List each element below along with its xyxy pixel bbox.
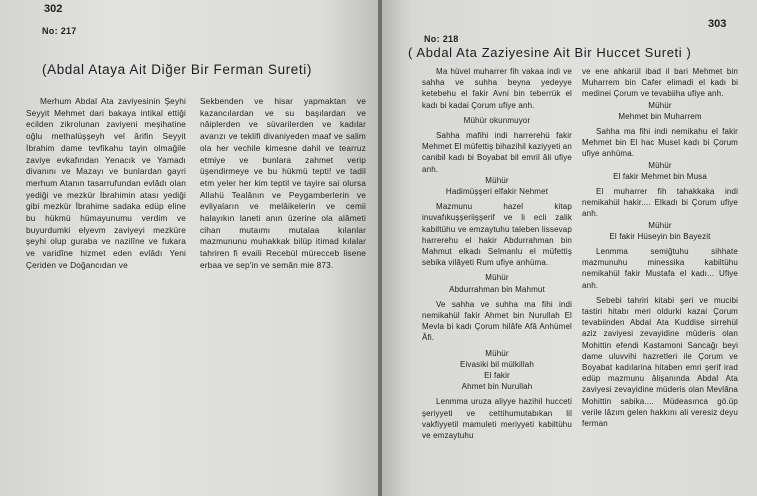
seal-caption: Ahmet bin Nurullah xyxy=(461,382,533,392)
text-column-right xyxy=(200,96,366,272)
seal-label: Mühür xyxy=(485,273,509,283)
seal-label: Mühür xyxy=(485,348,509,358)
paragraph: Ma hüvel muharrer fih vakaa indi ve sahha ve suhha beyna yedeyye ketebehu el fakir Avni bin teberrük el kadı bi kadai Çorum ufiye anh. xyxy=(422,67,572,110)
seal-caption: Eivasiki bil mülkillah xyxy=(460,359,534,369)
document-number: No: 218 xyxy=(424,34,459,44)
seal-caption: Mehmet bin Muharrem xyxy=(618,111,702,121)
paragraph: Mazmunu hazel kitap inuvafıkuşşeriişşerif ve li ecli zalik kabiltühu ve emzaytuhu taleben lissevap harrerehu el hakir Abdurrahman bin Mahmut elkadı Selmanlu el müfettiş sebika vilâyeti Rum ufiye anhüma. xyxy=(422,202,572,268)
seal-caption: El fakir xyxy=(484,371,510,381)
text-column-left xyxy=(422,66,572,441)
document-number: No: 217 xyxy=(42,26,77,36)
seal-label: Mühür xyxy=(485,175,509,185)
paragraph: Lenmma semiğtuhu sihhate mazmunuhu minessika kabiltühu nemikahül fakir Mustafa el kadı... Ufiye anh. xyxy=(582,247,738,290)
paragraph: El muharrer fih tahakkaka indi nemikahül hakir.... Elkadı bi Çorum ufiye anh. xyxy=(582,187,738,219)
seal-caption: Hadimüşşeri elfakir Nehmet xyxy=(445,187,549,197)
seal-label: Mühür xyxy=(648,100,672,110)
text-column-left xyxy=(26,96,186,272)
paragraph: Ve sahha ve suhha ma fihi indi nemikahül fakir Ahmet bin Nurullah El Mevla bi kadı Çorum hilâfe Afâ Anhümel Âfi. xyxy=(422,299,572,343)
paragraph: Lenmma uruza aliyye hazihil hucceti şeriyyeti ve cettihumutabıkan lil vakfiyyetil mamuleti meriyyeti kabiltühu ve emzaytuhu xyxy=(422,397,572,441)
paragraph: Sahha ma fihi indi nemikahu el fakir Mehmet bin El hac Musel kadı bi Çorum ufiye anhüma. xyxy=(582,127,738,159)
text-column-right xyxy=(582,66,738,429)
paragraph: Sahha mafihi indi harrerehü fakir Mehmet El müfettiş bihazihil kaziyyeti an canibil kadı bi Boyabat bil emril âli ufiye anh. xyxy=(422,131,572,174)
seal-caption: El fakir Mehmet bin Musa xyxy=(613,171,707,181)
seal-caption: Mühür okunmuyor xyxy=(463,115,531,125)
paragraph: Sekbenden ve hisar yapmaktan ve kazancılardan ve su başılardan ve nâiplerden ve süvarilerden ve kadılar avarızı ve teklifi divaniyeden maaf ve salim ola her vechile kimesne dahil ve tearruz etmiye ve bunlara zahmet verip üşendirmeye ve bu hükmü tepti! ve tadil etm yeler her kim teptil ve tayire sai olursa Allahü Tealânın ve Peygamberlerin ve evliyaların ve melâikelerin ve cemii halayıkın laneti anın üzerine ola alâmeti cihan mutaımı mutalaa kılanlar mazmununu muhakkak bilüp itimad kılalar tahriren fi evaili Recebül mürecceb lisene erbaa ve sep'in ve semân mie 873. xyxy=(200,96,366,270)
document-title: ( Abdal Ata Zaziyesine Ait Bir Huccet Sureti ) xyxy=(408,45,692,60)
seal-label: Mühür xyxy=(648,160,672,170)
right-page xyxy=(382,0,757,496)
seal-caption: El fakir Hüseyin bin Bayezit xyxy=(609,231,711,241)
page-number: 302 xyxy=(44,3,63,15)
seal-label: Mühür xyxy=(648,220,672,230)
paragraph: ve ene ahkarül ibad il bari Mehmet bin Muharrem bin Cafer elimadi el kadı bi medinei Çorum ve tevabiiha ufiye anh. xyxy=(582,67,738,99)
document-title: (Abdal Ataya Ait Diğer Bir Ferman Sureti) xyxy=(42,62,312,77)
seal-caption: Abdurrahman bin Mahmut xyxy=(449,284,545,294)
paragraph: Merhum Abdal Ata zaviyesinin Şeyhi Seyyit Mehmet dari bakaya intikal ettiği ecilden zikrolunan zaviyeni meşihatine oğlu methalüşşeyh vel ârifin Seyyit İbrahim dame tevfikahu tayin olmağile zaviye evkafından Yenacık ve Yamadı divanını ve Mazayı ve bunlardan gayri merhum Atanın tasarrufundan evlâdı olan yediği ve mezkür İbrahimin atası yediği gibi mezkür İbrahime sadaka edüp eline bu hükmü hümayunumu verdim ve buyurdumki elyevm zaviyeyi mezküre şeyhi olup guraba ve nazilîne ve fukara ve varidîne hizmet eden evlâdı Yeni Çeriden ve Doğancıdan ve xyxy=(26,96,186,270)
paragraph: Sebebi tahriri kitabi şeri ve mucibi tastiri hitabı meri oldurki kazai Çorum tevabiinden Abdal Ata Kuddise sirrehül aziz zaviyesi zevayidine müderis olan Mohittin efendi Kastamoni Sancağı beyi dame uluvvihi hazretleri ile Çorum ve Boyabat kadılarina hitaben emri şerif irad edüp mazmunu âlişanında Abdal Ata zaviyesi zevayidine müderis olan Mevlâna Mohittin sabika.... Müdeasınca gö.üp verile lâzım gelen hakkını ali veresiz deyu ferman xyxy=(582,295,738,429)
page-number: 303 xyxy=(708,18,727,30)
